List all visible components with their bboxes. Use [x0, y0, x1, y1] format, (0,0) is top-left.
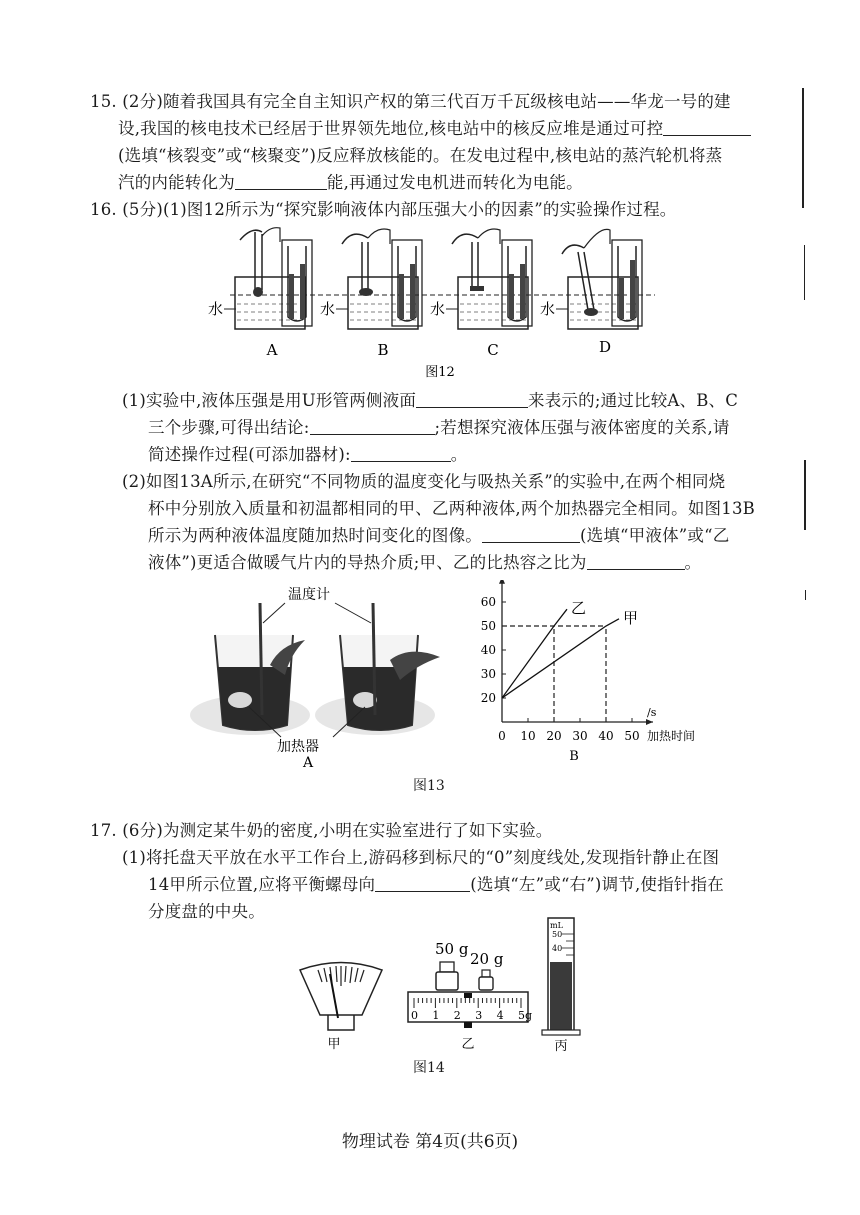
q16-p2-line2: 杯中分别放入质量和初温都相同的甲、乙两种液体,两个加热器完全相同。如图13B [148, 499, 755, 518]
figure-13a-label: A [303, 755, 314, 771]
q16-p1-line2-text-a: 三个步骤,可得出结论: [148, 418, 310, 437]
q16-p2-line4-text-b: 。 [684, 553, 702, 572]
balance-dial [300, 963, 382, 1031]
q17-p1-line2 [148, 871, 724, 898]
cylinder-unit: mL [550, 921, 563, 930]
thermometer-label: 温度计 [288, 587, 330, 603]
setup-label-d: D [598, 338, 612, 356]
q17-p1-line1: (1)将托盘天平放在水平工作台上,游码移到标尺的“0”刻度线处,发现指针静止在图 [122, 848, 720, 867]
setup-d [562, 229, 642, 329]
weights-and-rider [408, 940, 528, 1028]
series-label-yi: 乙 [571, 599, 587, 618]
figure-13b-chart [470, 580, 710, 775]
x-tick-label: 50 [624, 729, 640, 743]
y-axis-arrow [499, 580, 505, 584]
q16-p1-line3-text-a: 简述操作过程(可添加器材): [148, 445, 351, 464]
x-axis-label: 加热时间 [647, 729, 696, 743]
figure-13b-label: B [569, 749, 579, 764]
y-tick-label: 40 [480, 643, 496, 657]
x-tick-label: 30 [572, 729, 588, 743]
water-label: 水 [540, 300, 556, 318]
binding-edge-mark [802, 88, 804, 208]
ruler-tick-label: 1 [432, 1009, 440, 1022]
figure-12-caption: 图12 [425, 365, 455, 380]
answer-blank[interactable] [482, 526, 580, 543]
q16-p1-line1-text-b: 来表示的;通过比较A、B、C [528, 391, 739, 410]
y-tick-label: 20 [480, 691, 496, 705]
q17-p1-line3: 分度盘的中央。 [148, 902, 265, 921]
cylinder-tick-50: 50 [552, 930, 563, 939]
q16-p2-line4-text-a: 液体”)更适合做暖气片内的导热介质;甲、乙的比热容之比为 [148, 553, 587, 572]
x-tick-label: 10 [520, 729, 536, 743]
answer-blank[interactable] [310, 418, 435, 435]
figure-14 [290, 910, 590, 1060]
q16-p1-line3 [148, 441, 467, 468]
x-tick-label: 0 [498, 729, 506, 743]
answer-blank[interactable] [375, 875, 470, 892]
cylinder-tick-40: 40 [552, 944, 563, 953]
heater-label: 加热器 [277, 739, 319, 755]
weight-20g-label: 20 g [470, 950, 504, 968]
series-line-jia [502, 619, 619, 698]
q17-p1-line2-text-b: (选填“左”或“右”)调节,使指针指在 [470, 875, 724, 894]
ruler-tick-label: 3 [475, 1009, 483, 1022]
q16-p1-line1 [122, 387, 738, 414]
ruler-tick-label: 0 [411, 1009, 418, 1022]
water-label: 水 [430, 300, 446, 318]
fig14-label-bing: 丙 [554, 1039, 568, 1054]
water-label: 水 [320, 300, 336, 318]
setup-label-a: A [266, 341, 278, 359]
binding-edge-mark [805, 590, 806, 600]
q16-p2-line3 [148, 522, 729, 549]
x-axis-unit: /s [647, 706, 657, 719]
setup-label-c: C [487, 341, 499, 359]
x-axis-arrow [646, 719, 653, 725]
q16-p1-line1-text-a: (1)实验中,液体压强是用U形管两侧液面 [122, 391, 417, 410]
y-tick-label: 60 [480, 595, 496, 609]
q15-line2 [118, 115, 751, 142]
page-footer: 物理试卷 第4页(共6页) [341, 1132, 519, 1152]
setup-a [235, 228, 312, 329]
q15-line4 [118, 169, 583, 196]
q16-p2-line3-text-b: (选填“甲液体”或“乙 [580, 526, 730, 545]
y-tick-label: 30 [480, 667, 496, 681]
q15-line4-text-a: 汽的内能转化为 [118, 173, 235, 192]
water-label: 水 [208, 300, 224, 318]
q15-line4-text-b: 能,再通过发电机进而转化为电能。 [326, 173, 583, 192]
y-tick-label: 50 [480, 619, 496, 633]
q15-line1: 15. (2分)随着我国具有完全自主知识产权的第三代百万千瓦级核电站——华龙一号的建 [90, 92, 731, 111]
q17-p1-line2-text-a: 14甲所示位置,应将平衡螺母向 [148, 875, 376, 894]
figure-14-caption: 图14 [413, 1060, 445, 1076]
series-label-jia: 甲 [623, 608, 639, 627]
x-tick-label: 40 [598, 729, 614, 743]
weight-50g-label: 50 g [435, 940, 469, 958]
setup-b [342, 229, 422, 329]
q15-line3: (选填“核裂变”或“核聚变”)反应释放核能的。在发电过程中,核电站的蒸汽轮机将蒸 [118, 146, 723, 165]
q16-p2-line3-text-a: 所示为两种液体温度随加热时间变化的图像。 [148, 526, 482, 545]
q15-line2-text: 设,我国的核电技术已经居于世界领先地位,核电站中的核反应堆是通过可控 [118, 119, 664, 138]
setup-label-b: B [377, 341, 389, 359]
q16-p1-line3-text-b: 。 [450, 445, 468, 464]
q16-p1-line2 [148, 414, 730, 441]
binding-edge-mark [804, 245, 805, 300]
ruler-tick-label: 4 [496, 1009, 504, 1022]
answer-blank[interactable] [235, 173, 327, 190]
graduated-cylinder [542, 918, 580, 1035]
figure-13-caption: 图13 [413, 778, 445, 794]
answer-blank[interactable] [416, 391, 528, 408]
q16-p1-line2-text-b: ;若想探究液体压强与液体密度的关系,请 [434, 418, 730, 437]
answer-blank[interactable] [351, 445, 451, 462]
answer-blank[interactable] [663, 119, 751, 136]
binding-edge-mark [804, 460, 806, 530]
fig14-label-jia: 甲 [327, 1037, 341, 1052]
series-line-yi [502, 609, 567, 698]
q16-p2-line1: (2)如图13A所示,在研究“不同物质的温度变化与吸热关系”的实验中,在两个相同烧 [122, 472, 726, 491]
ruler-tick-label: 2 [453, 1009, 461, 1022]
figure-13a [185, 585, 455, 775]
x-tick-label: 20 [546, 729, 562, 743]
setup-c [452, 229, 532, 329]
q16-intro: 16. (5分)(1)图12所示为“探究影响液体内部压强大小的因素”的实验操作过程。 [90, 200, 677, 219]
ruler-tick-label: 5g [518, 1009, 533, 1022]
figure-12 [200, 222, 670, 382]
q16-p2-line4 [148, 549, 701, 576]
q17-intro: 17. (6分)为测定某牛奶的密度,小明在实验室进行了如下实验。 [90, 821, 553, 840]
answer-blank[interactable] [587, 553, 685, 570]
fig14-label-yi: 乙 [461, 1037, 475, 1052]
